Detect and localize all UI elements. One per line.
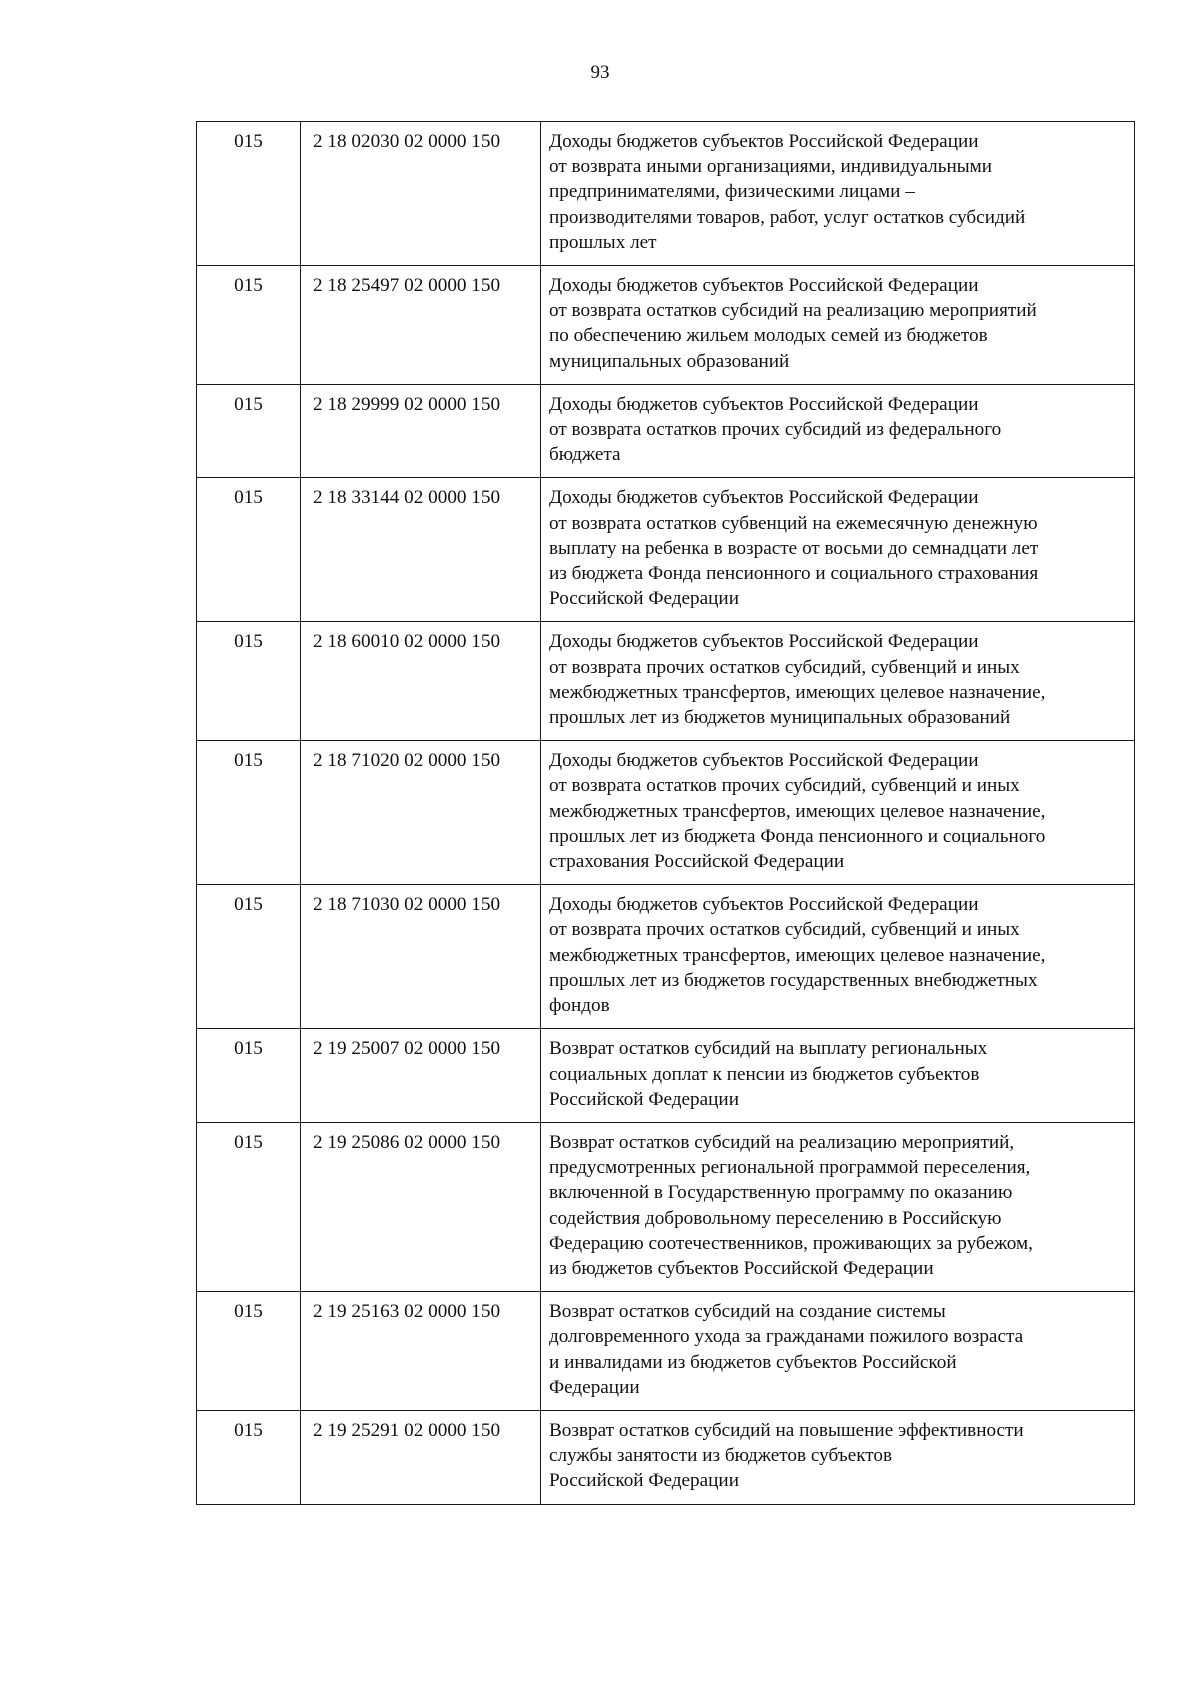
description-line: от возврата иными организациями, индивидуальными <box>549 156 993 178</box>
description-line: Федерацию соотечественников, проживающих за рубежом, <box>549 1232 1033 1254</box>
budget-code-cell: 2 18 33144 02 0000 150 <box>301 478 541 622</box>
description-line: из бюджета Фонда пенсионного и социального страхования <box>549 563 1039 585</box>
description-line: включенной в Государственную программу по оказанию <box>549 1182 1013 1204</box>
description-line: фондов <box>549 995 610 1017</box>
table-row <box>197 122 1135 266</box>
description-line: Доходы бюджетов субъектов Российской Федерации <box>549 393 979 415</box>
description-line: от возврата остатков субвенций на ежемесячную денежную <box>549 512 1038 534</box>
budget-code-cell: 2 18 60010 02 0000 150 <box>301 622 541 741</box>
description-line: Доходы бюджетов субъектов Российской Федерации <box>549 275 979 297</box>
description-line: Возврат остатков субсидий на реализацию мероприятий, <box>549 1131 1015 1153</box>
table-row <box>197 622 1135 741</box>
description-line: и инвалидами из бюджетов субъектов Российской <box>549 1351 957 1373</box>
description-line: от возврата прочих остатков субсидий, субвенций и иных <box>549 919 1020 941</box>
description-line: от возврата остатков субсидий на реализацию мероприятий <box>549 300 1037 322</box>
table-row <box>197 741 1135 885</box>
description-line: от возврата остатков прочих субсидий, субвенций и иных <box>549 775 1020 797</box>
table-row <box>197 885 1135 1029</box>
table-row <box>197 384 1135 478</box>
admin-code-cell: 015 <box>197 122 301 266</box>
table-row <box>197 266 1135 385</box>
description-line: Российской Федерации <box>549 1470 739 1492</box>
description-cell <box>541 1410 1135 1504</box>
budget-code-cell: 2 19 25291 02 0000 150 <box>301 1410 541 1504</box>
budget-classification-table <box>196 121 1135 1505</box>
description-line: содействия добровольному переселению в Российскую <box>549 1207 1002 1229</box>
description-line: по обеспечению жильем молодых семей из бюджетов <box>549 325 988 347</box>
description-line: прошлых лет из бюджета Фонда пенсионного и социального <box>549 825 1046 847</box>
budget-code-cell: 2 19 25163 02 0000 150 <box>301 1292 541 1411</box>
table-row <box>197 1122 1135 1291</box>
admin-code-cell: 015 <box>197 384 301 478</box>
admin-code-cell: 015 <box>197 478 301 622</box>
table-row <box>197 1410 1135 1504</box>
description-cell <box>541 622 1135 741</box>
admin-code-cell: 015 <box>197 1122 301 1291</box>
table-body <box>197 122 1135 1505</box>
description-cell <box>541 885 1135 1029</box>
description-line: предусмотренных региональной программой переселения, <box>549 1157 1031 1179</box>
description-line: производителями товаров, работ, услуг остатков субсидий <box>549 206 1026 228</box>
description-line: прошлых лет из бюджетов государственных внебюджетных <box>549 969 1038 991</box>
admin-code-cell: 015 <box>197 1292 301 1411</box>
budget-code-cell: 2 18 02030 02 0000 150 <box>301 122 541 266</box>
description-line: прошлых лет из бюджетов муниципальных образований <box>549 707 1011 729</box>
description-line: межбюджетных трансфертов, имеющих целевое назначение, <box>549 944 1046 966</box>
admin-code-cell: 015 <box>197 622 301 741</box>
budget-code-cell: 2 18 71030 02 0000 150 <box>301 885 541 1029</box>
description-line: Доходы бюджетов субъектов Российской Федерации <box>549 487 979 509</box>
description-cell <box>541 384 1135 478</box>
description-cell <box>541 1122 1135 1291</box>
description-line: Доходы бюджетов субъектов Российской Федерации <box>549 131 979 152</box>
budget-code-cell: 2 18 29999 02 0000 150 <box>301 384 541 478</box>
description-line: прошлых лет <box>549 231 657 253</box>
admin-code-cell: 015 <box>197 885 301 1029</box>
description-line: от возврата прочих остатков субсидий, субвенций и иных <box>549 656 1020 678</box>
description-line: Возврат остатков субсидий на повышение эффективности <box>549 1419 1024 1441</box>
admin-code-cell: 015 <box>197 266 301 385</box>
budget-code-cell: 2 18 71020 02 0000 150 <box>301 741 541 885</box>
description-cell <box>541 741 1135 885</box>
budget-code-cell: 2 18 25497 02 0000 150 <box>301 266 541 385</box>
description-line: предпринимателями, физическими лицами – <box>549 181 915 203</box>
description-line: Доходы бюджетов субъектов Российской Федерации <box>549 631 979 653</box>
description-line: Доходы бюджетов субъектов Российской Федерации <box>549 750 979 772</box>
table-row <box>197 1029 1135 1123</box>
description-line: муниципальных образований <box>549 350 790 372</box>
description-line: долговременного ухода за гражданами пожилого возраста <box>549 1326 1024 1348</box>
table-row <box>197 478 1135 622</box>
description-line: страхования Российской Федерации <box>549 851 845 873</box>
budget-code-cell: 2 19 25086 02 0000 150 <box>301 1122 541 1291</box>
description-cell <box>541 266 1135 385</box>
description-line: Федерации <box>549 1376 640 1398</box>
description-line: межбюджетных трансфертов, имеющих целевое назначение, <box>549 800 1046 822</box>
budget-code-cell: 2 19 25007 02 0000 150 <box>301 1029 541 1123</box>
admin-code-cell: 015 <box>197 741 301 885</box>
description-line: Российской Федерации <box>549 588 739 610</box>
description-line: выплату на ребенка в возрасте от восьми до семнадцати лет <box>549 537 1039 559</box>
description-cell <box>541 478 1135 622</box>
description-cell <box>541 122 1135 266</box>
description-line: от возврата остатков прочих субсидий из федерального <box>549 419 1002 441</box>
page-number: 93 <box>590 62 610 83</box>
description-line: Доходы бюджетов субъектов Российской Федерации <box>549 894 979 916</box>
description-line: бюджета <box>549 444 621 466</box>
description-line: Возврат остатков субсидий на выплату региональных <box>549 1038 988 1060</box>
description-cell <box>541 1029 1135 1123</box>
description-line: Возврат остатков субсидий на создание системы <box>549 1301 946 1323</box>
description-line: межбюджетных трансфертов, имеющих целевое назначение, <box>549 681 1046 703</box>
admin-code-cell: 015 <box>197 1029 301 1123</box>
table-row <box>197 1292 1135 1411</box>
description-line: службы занятости из бюджетов субъектов <box>549 1445 893 1467</box>
description-line: социальных доплат к пенсии из бюджетов субъектов <box>549 1063 980 1085</box>
admin-code-cell: 015 <box>197 1410 301 1504</box>
description-line: из бюджетов субъектов Российской Федерации <box>549 1257 934 1279</box>
description-cell <box>541 1292 1135 1411</box>
description-line: Российской Федерации <box>549 1088 739 1110</box>
